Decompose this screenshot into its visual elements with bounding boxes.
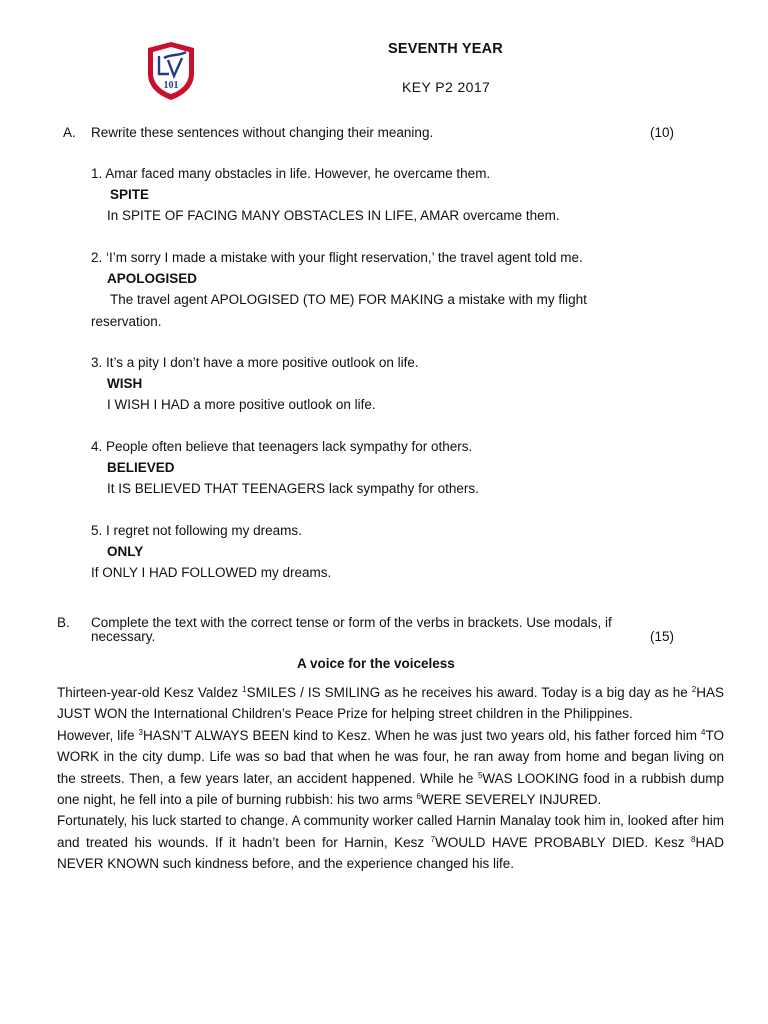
passage-text: HASN’T ALWAYS BEEN kind to Kesz. When he was just two years old, his father forced him	[142, 727, 702, 743]
gap-number: 6	[416, 792, 421, 802]
passage-text: WAS LOOKING food in a rubbish dump one night, he fell into a pile of burning rubbish: his two arms	[57, 770, 725, 808]
keyword-5: ONLY	[107, 544, 144, 559]
keyword-1: SPITE	[110, 187, 150, 202]
school-logo	[142, 40, 200, 102]
answer-4: It IS BELIEVED THAT TEENAGERS lack sympathy for others.	[107, 481, 479, 496]
section-a-letter: A.	[63, 125, 76, 140]
passage-paragraph	[57, 725, 724, 811]
passage-paragraph	[57, 682, 724, 725]
answer-1: In SPITE OF FACING MANY OBSTACLES IN LIFE, AMAR overcame them.	[107, 208, 560, 223]
question-5: 5. I regret not following my dreams.	[91, 523, 302, 538]
section-b-instruction-line2: necessary.	[91, 629, 156, 644]
passage-text: HAS JUST WON the International Children’s Peace Prize for helping street children in the Philippines.	[57, 685, 724, 722]
logo-number: 101	[163, 80, 179, 91]
passage-text: SMILES / IS SMILING as he receives his award. Today is a big day as he	[246, 685, 692, 700]
passage-paragraph	[57, 810, 724, 874]
passage	[57, 682, 724, 875]
answer-3: I WISH I HAD a more positive outlook on life.	[107, 397, 376, 412]
question-2: 2. ‘I’m sorry I made a mistake with your flight reservation,’ the travel agent told me.	[91, 250, 583, 265]
question-3: 3. It’s a pity I don’t have a more positive outlook on life.	[91, 355, 419, 370]
keyword-3: WISH	[107, 376, 143, 391]
page-subtitle: KEY P2 2017	[402, 79, 491, 95]
question-1: 1. Amar faced many obstacles in life. However, he overcame them.	[91, 166, 491, 181]
gap-number: 4	[701, 727, 706, 737]
text-title: A voice for the voiceless	[297, 656, 455, 671]
answer-5: If ONLY I HAD FOLLOWED my dreams.	[91, 565, 332, 580]
section-b-letter: B.	[57, 615, 70, 630]
page-title: SEVENTH YEAR	[388, 41, 503, 57]
answer-2: The travel agent APOLOGISED (TO ME) FOR MAKING a mistake with my flight	[110, 292, 587, 307]
gap-number: 8	[691, 834, 696, 844]
keyword-4: BELIEVED	[107, 460, 175, 475]
passage-text: Fortunately, his luck started to change. A community worker called Harnin Manalay took him in, looked after him and treated his wounds. If it hadn’t been for Harnin, Kesz	[57, 813, 724, 850]
section-b-instruction-line1: Complete the text with the correct tense or form of the verbs in brackets. Use modals, if	[91, 615, 612, 630]
answer-2-continued: reservation.	[91, 314, 162, 329]
gap-number: 7	[430, 834, 436, 844]
passage-text: WERE SEVERELY INJURED.	[420, 792, 602, 808]
gap-number: 2	[691, 685, 697, 694]
passage-text: However, life	[57, 727, 139, 743]
gap-number: 1	[242, 685, 247, 694]
gap-number: 5	[477, 770, 483, 780]
section-b-points: (15)	[650, 629, 675, 644]
passage-text: HAD NEVER KNOWN such kindness before, and the experience changed his life.	[57, 834, 725, 872]
passage-text: TO WORK in the city dump. Life was so bad that when he was four, he ran away from home and began living on the streets. Then, a few years later, an accident happened. While he	[57, 727, 724, 786]
gap-number: 3	[138, 727, 143, 737]
passage-text: WOULD HAVE PROBABLY DIED. Kesz	[435, 834, 692, 850]
section-a-points: (10)	[650, 125, 675, 140]
passage-text: Thirteen-year-old Kesz Valdez	[57, 685, 243, 700]
section-a-instruction: Rewrite these sentences without changing their meaning.	[91, 125, 434, 140]
keyword-2: APOLOGISED	[107, 271, 198, 286]
question-4: 4. People often believe that teenagers lack sympathy for others.	[91, 439, 473, 454]
